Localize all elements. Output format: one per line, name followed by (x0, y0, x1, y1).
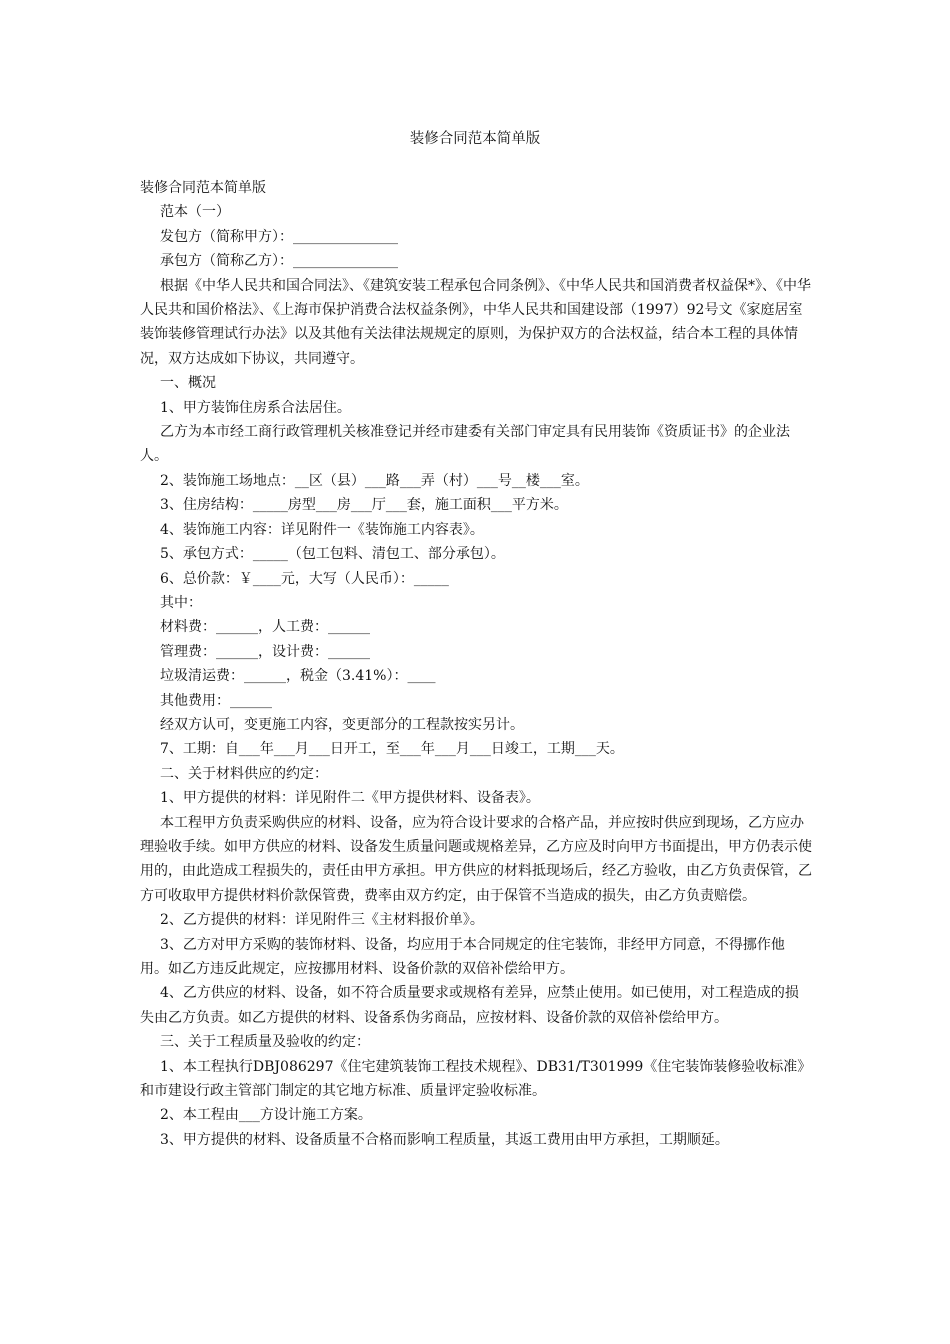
paragraph: 材料费：______，人工费：______ (160, 619, 370, 636)
paragraph: 5、承包方式：_____（包工包料、清包工、部分承包）。 (160, 546, 505, 563)
paragraph: 其中： (160, 594, 202, 611)
paragraph: 装修合同范本简单版 (140, 180, 266, 196)
paragraph: 3、乙方对甲方采购的装饰材料、设备，均应用于本合同规定的住宅装饰，非经甲方同意，不得挪作他用。如乙方违反此规定，应按挪用材料、设备价款的双倍补偿给甲方。 (140, 936, 785, 977)
paragraph: 范本（一） (160, 204, 230, 221)
paragraph: 1、本工程执行DBJ086297《住宅建筑装饰工程技术规程》、DB31/T301999《住宅装饰装修验收标准》和市建设行政主管部门制定的其它地方标准、质量评定验收标准。 (140, 1058, 812, 1100)
paragraph: 二、关于材料供应的约定： (160, 765, 328, 782)
paragraph: 1、甲方提供的材料：详见附件二《甲方提供材料、设备表》。 (160, 790, 540, 807)
paragraph: 管理费：______，设计费：______ (160, 643, 370, 660)
paragraph: 1、甲方装饰住房系合法居住。 (160, 399, 351, 416)
paragraph: 发包方（简称甲方）：_______________ (160, 228, 398, 245)
paragraph: 3、住房结构：_____房型___房___厅___套，施工面积___平方米。 (160, 497, 568, 514)
paragraph: 4、装饰施工内容：详见附件一《装饰施工内容表》。 (160, 521, 484, 538)
document-body (140, 176, 812, 1152)
paragraph: 7、工期：自___年___月___日开工，至___年___月___日竣工，工期___天。 (160, 741, 624, 758)
paragraph: 三、关于工程质量及验收的约定： (160, 1034, 370, 1051)
paragraph: 承包方（简称乙方）：_______________ (160, 253, 398, 270)
paragraph: 2、乙方提供的材料：详见附件三《主材料报价单》。 (160, 912, 484, 929)
paragraph: 2、装饰施工场地点：__区（县）___路___弄（村）___号__楼___室。 (160, 472, 589, 489)
paragraph: 乙方为本市经工商行政管理机关核准登记并经市建委有关部门审定具有民用装饰《资质证书》的企业法人。 (140, 424, 790, 465)
paragraph: 2、本工程由___方设计施工方案。 (160, 1107, 372, 1124)
paragraph: 3、甲方提供的材料、设备质量不合格而影响工程质量，其返工费用由甲方承担，工期顺延。 (160, 1131, 729, 1148)
paragraph: 6、总价款：￥____元，大写（人民币）：_____ (160, 570, 449, 587)
paragraph: 其他费用：______ (160, 692, 272, 709)
paragraph: 一、概况 (160, 375, 216, 392)
paragraph: 4、乙方供应的材料、设备，如不符合质量要求或规格有差异，应禁止使用。如已使用，对工程造成的损失由乙方负责。如乙方提供的材料、设备系伪劣商品，应按材料、设备价款的双倍补偿给甲方。 (140, 985, 799, 1026)
paragraph: 垃圾清运费：______，税金（3.41%）：____ (160, 668, 436, 685)
paragraph: 本工程甲方负责采购供应的材料、设备，应为符合设计要求的合格产品，并应按时供应到现场，乙方应办理验收手续。如甲方供应的材料、设备发生质量问题或规格差异，乙方应及时向甲方书面提出，甲方仍表示使用的，由此造成工程损失的，责任由甲方承担。甲方供应的材料抵现场后，经乙方验收，由乙方负责保管，乙方可收取甲方提供材料价款保管费，费率由双方约定，由于保管不当造成的损失，由乙方负责赔偿。 (140, 814, 812, 904)
paragraph: 经双方认可，变更施工内容，变更部分的工程款按实另计。 (160, 716, 524, 733)
paragraph: 根据《中华人民共和国合同法》、《建筑安装工程承包合同条例》、《中华人民共和国消费者权益保*》、《中华人民共和国价格法》、《上海市保护消费合法权益条例》，中华人民共和国建设部（1997）92号文《家庭居室装饰装修管理试行办法》以及其他有关法律法规规定的原则，为保护双方的合法权益，结合本工程的具体情况，双方达成如下协议，共同遵守。 (140, 277, 811, 367)
document-title: 装修合同范本简单版 (409, 131, 541, 147)
